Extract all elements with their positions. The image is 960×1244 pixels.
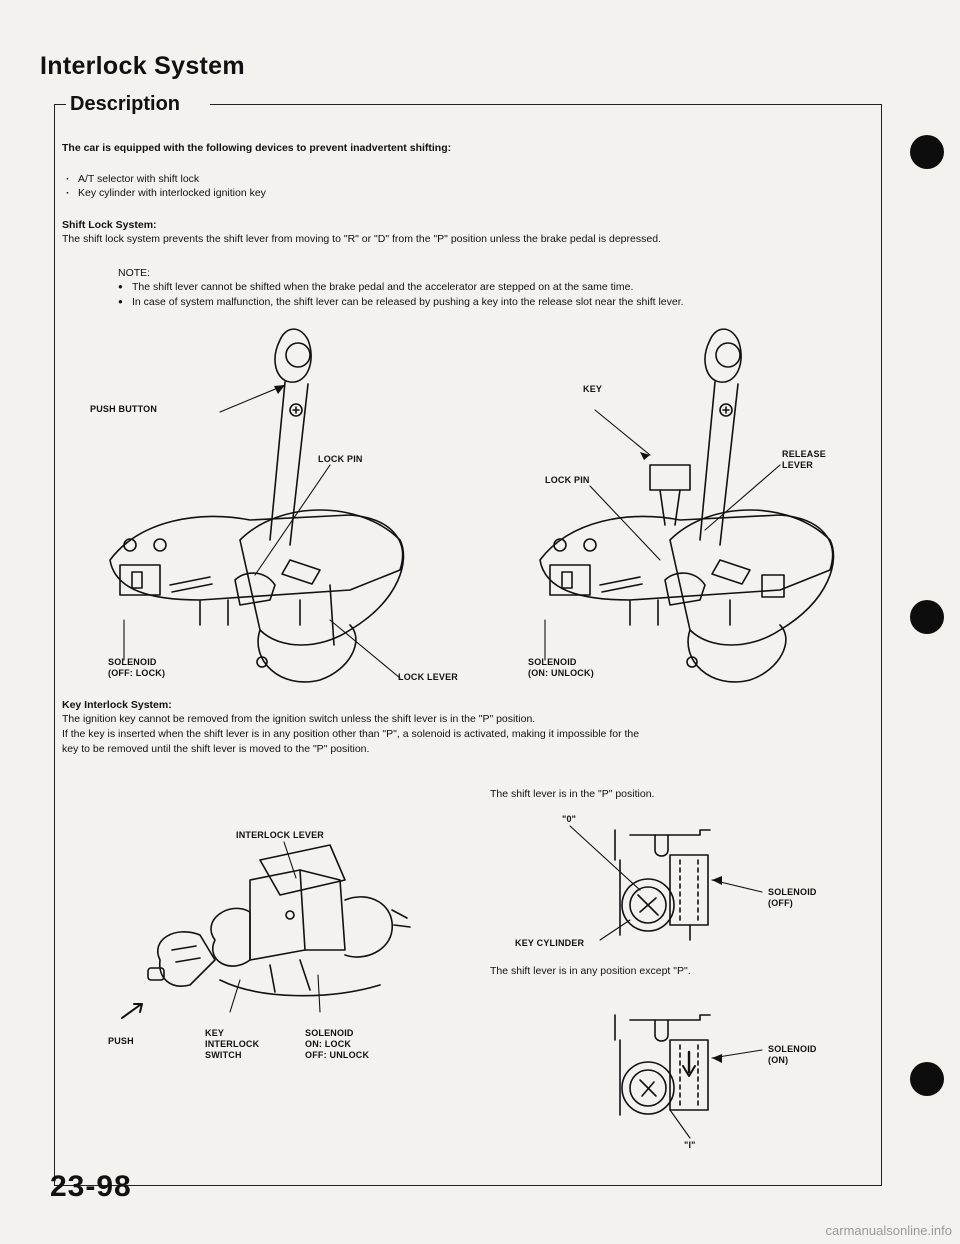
- page-title: Interlock System: [40, 52, 245, 80]
- note-label: NOTE:: [118, 267, 151, 279]
- caption-p-position: The shift lever is in the "P" position.: [490, 788, 655, 800]
- page-number: 23-98: [50, 1170, 132, 1203]
- label-lock-pin-left: LOCK PIN: [318, 454, 363, 464]
- label-solenoid-on-unlock: SOLENOID (ON: UNLOCK): [528, 657, 594, 678]
- key-interlock-line: key to be removed until the shift lever is moved to the "P" position.: [62, 743, 370, 755]
- label-solenoid-lock-unlock: SOLENOID ON: LOCK OFF: UNLOCK: [305, 1028, 370, 1060]
- key-cylinder-illustration: [148, 845, 410, 996]
- leader-lines-key: [230, 842, 320, 1012]
- note-item: ● In case of system malfunction, the shift lever can be released by pushing a key into the release slot near the shift lever.: [118, 295, 684, 309]
- key-cylinder-nonp-illustration: [615, 1015, 710, 1115]
- label-key: KEY: [583, 384, 603, 394]
- label-solenoid-off: SOLENOID (OFF): [768, 887, 817, 908]
- intro-item: · Key cylinder with interlocked ignition key: [66, 186, 266, 200]
- shift-lock-heading: Shift Lock System:: [62, 219, 157, 231]
- label-key-cylinder: KEY CYLINDER: [515, 938, 585, 948]
- key-cylinder-p-illustration: [615, 830, 710, 940]
- note-item: ● The shift lever cannot be shifted when the brake pedal and the accelerator are stepped on at the same time.: [118, 280, 633, 294]
- leader-lines-nonp: [670, 1050, 762, 1138]
- label-solenoid-on: SOLENOID (ON): [768, 1044, 817, 1065]
- label-push: PUSH: [108, 1036, 134, 1046]
- label-lock-pin-right: LOCK PIN: [545, 475, 590, 485]
- label-key-interlock-switch: KEY INTERLOCK SWITCH: [205, 1028, 260, 1060]
- shifter-left-illustration: [110, 329, 403, 682]
- leader-lines-shift-lock: [124, 385, 780, 678]
- label-one: "I": [684, 1140, 696, 1150]
- label-lock-lever: LOCK LEVER: [398, 672, 459, 682]
- intro-item: · A/T selector with shift lock: [66, 172, 199, 186]
- key-interlock-heading: Key Interlock System:: [62, 699, 172, 711]
- key-interlock-line: The ignition key cannot be removed from the ignition switch unless the shift lever is in the "P" position.: [62, 713, 536, 725]
- label-zero: "0": [562, 814, 577, 824]
- watermark: carmanualsonline.info: [825, 1223, 952, 1238]
- shift-lock-body: The shift lock system prevents the shift lever from moving to "R" or "D" from the "P" position unless the brake pedal is depressed.: [62, 233, 661, 245]
- key-interlock-line: If the key is inserted when the shift lever is in any position other than "P", a solenoid is activated, making it impossible for the: [62, 728, 640, 740]
- label-solenoid-off-lock: SOLENOID (OFF: LOCK): [108, 657, 166, 678]
- label-push-button: PUSH BUTTON: [90, 404, 158, 414]
- label-release-lever: RELEASE LEVER: [782, 449, 826, 470]
- caption-any-position: The shift lever is in any position except "P".: [490, 965, 691, 977]
- intro-lead: The car is equipped with the following devices to prevent inadvertent shifting:: [62, 142, 452, 154]
- shifter-right-illustration: [540, 329, 833, 682]
- section-heading: Description: [70, 93, 181, 115]
- label-interlock-lever: INTERLOCK LEVER: [236, 830, 325, 840]
